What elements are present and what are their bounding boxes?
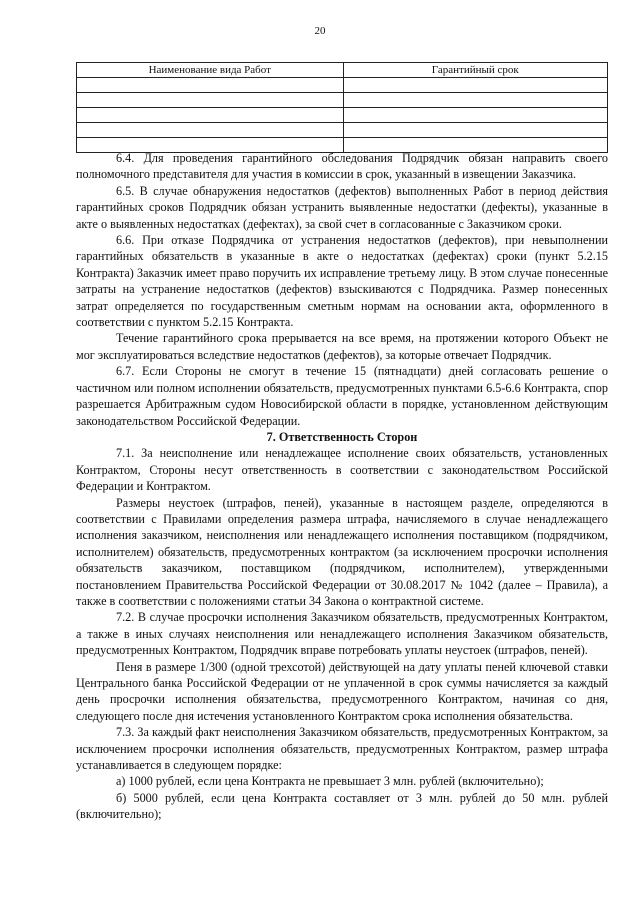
- paragraph-warranty-term: Течение гарантийного срока прерывается на все время, на протяжении которого Объект не мог эксплуатироваться вследствие недостатков (дефектов), за которые отвечает Подрядчик.: [76, 331, 608, 362]
- list-item-b: б) 5000 рублей, если цена Контракта составляет от 3 млн. рублей до 50 млн. рублей (включительно);: [76, 790, 608, 822]
- table-cell: [343, 123, 607, 138]
- table-row: [77, 123, 608, 138]
- warranty-table: [76, 62, 608, 153]
- paragraph-7-3: 7.3. За каждый факт неисполнения Заказчиком обязательств, предусмотренных Контрактом, за исключением просрочки исполнения обязательств, предусмотренных Контрактом, размер штрафа устанавливается в следующем порядке:: [76, 725, 608, 773]
- paragraph-7-2: 7.2. В случае просрочки исполнения Заказчиком обязательств, предусмотренных Контрактом, а также в иных случаях неисполнения или ненадлежащего исполнения Заказчиком обязательств, предусмотренных Контрактом, Подрядчик вправе потребовать уплаты неустоек (штрафов, пеней).: [76, 610, 608, 658]
- paragraph-penalty-rate: Пеня в размере 1/300 (одной трехсотой) действующей на дату уплаты пеней ключевой ставки Центрального банка Российской Федерации от не уплаченной в срок суммы начисляется за каждый день просрочки исполнения обязательства, предусмотренного Контрактом, начиная со дня, следующего после дня истечения установленного Контрактом срока исполнения обязательства.: [76, 659, 608, 723]
- table-cell: [343, 108, 607, 123]
- section-7-title: 7. Ответственность Сторон: [266, 429, 418, 444]
- list-item-a: а) 1000 рублей, если цена Контракта не превышает 3 млн. рублей (включительно);: [116, 774, 544, 789]
- paragraph-penalties: Размеры неустоек (штрафов, пеней), указанные в настоящем разделе, определяются в соответствии с Правилами определения размера штрафа, начисляемого в случае ненадлежащего исполнения заказчиком, неисполнения или ненадлежащего исполнения поставщиком (подрядчиком, исполнителем) обязательств, предусмотренных контрактом (за исключением просрочки исполнения обязательств заказчиком, поставщиком (подрядчиком, исполнителем), утвержденными постановлением Правительства Российской Федерации от 30.08.2017 № 1042 (далее – Правила), а также в соответствии с положениями статьи 34 Закона о контрактной системе.: [76, 495, 608, 608]
- table-row: [77, 108, 608, 123]
- paragraph-6-5: 6.5. В случае обнаружения недостатков (дефектов) выполненных Работ в период действия гарантийных сроков Подрядчик обязан устранить выявленные недостатки (дефекты), указанные в акте о выявленных недостатках (дефектах), за свой счет в согласованные с Заказчиком сроки.: [76, 183, 608, 231]
- paragraph-6-6: 6.6. При отказе Подрядчика от устранения недостатков (дефектов), при невыполнении гарантийных обязательств в указанные в акте о недостатках (дефектах) сроки (пункт 5.2.15 Контракта) Заказчик имеет право поручить их исправление третьему лицу. В этом случае понесенные затраты на устранение недостатков (дефектов) взыскиваются с Подрядчика. Размер понесенных затрат определяется по государственным сметным нормам на основании акта, оформленного в соответствии с пунктом 5.2.15 Контракта.: [76, 233, 608, 330]
- table-header-row: [77, 63, 608, 78]
- table-header-work-type: Наименование вида Работ: [77, 63, 344, 78]
- table-cell: [343, 78, 607, 93]
- paragraph-7-1: 7.1. За неисполнение или ненадлежащее исполнение своих обязательств, установленных Контрактом, Стороны несут ответственность в соответствии с законодательством Российской Федерации и Контрактом.: [76, 446, 608, 494]
- table-cell: [77, 78, 344, 93]
- table-cell: [77, 93, 344, 108]
- table-cell: [77, 123, 344, 138]
- table-header-warranty-period: Гарантийный срок: [343, 63, 607, 78]
- table-cell: [343, 93, 607, 108]
- table-row: [77, 78, 608, 93]
- table-cell: [77, 108, 344, 123]
- paragraph-6-7: 6.7. Если Стороны не смогут в течение 15 (пятнадцати) дней согласовать решение о частичном или полном исполнении обязательств, предусмотренных пунктами 6.5-6.6 Контракта, спор разрешается Арбитражным судом Новосибирской области в порядке, установленном действующим законодательством Российской Федерации.: [76, 364, 608, 428]
- page-number: 20: [314, 25, 326, 37]
- table-row: [77, 93, 608, 108]
- document-body: [76, 150, 608, 823]
- paragraph-6-4: 6.4. Для проведения гарантийного обследования Подрядчик обязан направить своего полномочного представителя для участия в комиссии в срок, указанный в извещении Заказчика.: [76, 151, 608, 182]
